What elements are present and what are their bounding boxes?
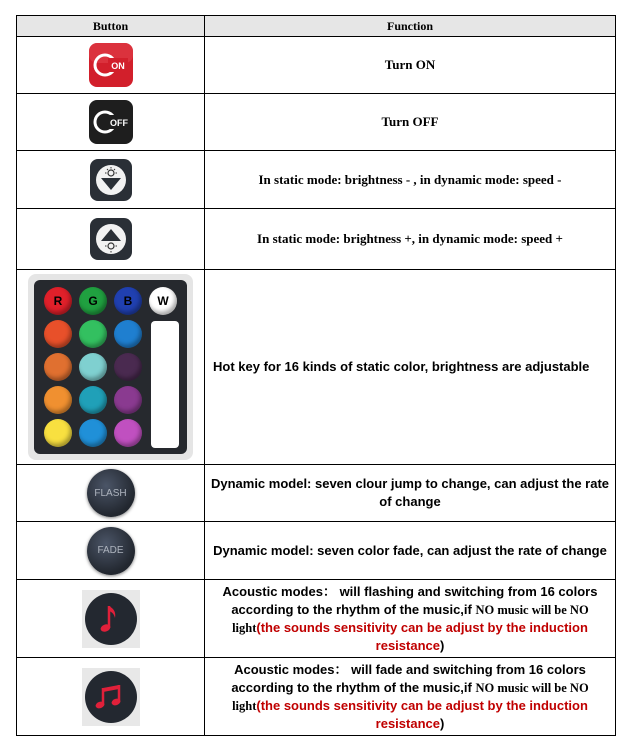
function-turn-on: Turn ON (205, 37, 616, 94)
function-flash: Dynamic model: seven clour jump to change, can adjust the rate of change (205, 465, 616, 522)
color-key (79, 386, 107, 414)
table-row (17, 209, 616, 270)
svg-text:OFF: OFF (109, 118, 128, 128)
header-button: Button (17, 16, 205, 37)
button-function-table (16, 15, 616, 736)
header-row (17, 16, 616, 37)
power-on-icon (88, 42, 134, 88)
table-row (17, 151, 616, 209)
key-w: W (149, 287, 177, 315)
table-row (17, 465, 616, 522)
function-brightness-down: In static mode: brightness - , in dynamic mode: speed - (205, 151, 616, 209)
table-row (17, 270, 616, 465)
table-row (17, 94, 616, 151)
function-fade: Dynamic model: seven color fade, can adjust the rate of change (205, 522, 616, 580)
table-row (17, 37, 616, 94)
svg-text:ON: ON (110, 61, 125, 71)
fade-icon: FADE (87, 527, 135, 575)
keypad-blank-area (151, 321, 179, 448)
brightness-up-icon (89, 217, 133, 261)
function-turn-off: Turn OFF (205, 94, 616, 151)
key-g: G (79, 287, 107, 315)
power-off-icon (88, 99, 134, 145)
color-key (44, 320, 72, 348)
color-key (79, 353, 107, 381)
key-b: B (114, 287, 142, 315)
color-key (114, 419, 142, 447)
color-key (114, 386, 142, 414)
table-row (17, 658, 616, 736)
function-color-hotkeys: Hot key for 16 kinds of static color, brightness are adjustable (205, 270, 616, 465)
color-key (114, 320, 142, 348)
table-row (17, 580, 616, 658)
key-r: R (44, 287, 72, 315)
color-key (79, 419, 107, 447)
flash-icon: FLASH (87, 469, 135, 517)
brightness-down-icon (89, 158, 133, 202)
color-key (44, 386, 72, 414)
color-keypad-icon (28, 274, 193, 460)
color-key (44, 353, 72, 381)
color-key (114, 353, 142, 381)
header-function: Function (205, 16, 616, 37)
function-brightness-up: In static mode: brightness +, in dynamic mode: speed + (205, 209, 616, 270)
table-row (17, 522, 616, 580)
color-key (79, 320, 107, 348)
music-note-icon (82, 590, 140, 648)
function-acoustic-fade: Acoustic modes： will fade and switching from 16 colors according to the rhythm of the music,if NO music will be NO light(the sounds sensitivity can be adjust by the induction resistance) (205, 658, 616, 736)
function-acoustic-flash: Acoustic modes： will flashing and switching from 16 colors according to the rhythm of the music,if NO music will be NO light(the sounds sensitivity can be adjust by the induction resistance) (205, 580, 616, 658)
color-key (44, 419, 72, 447)
music-notes-icon (82, 668, 140, 726)
